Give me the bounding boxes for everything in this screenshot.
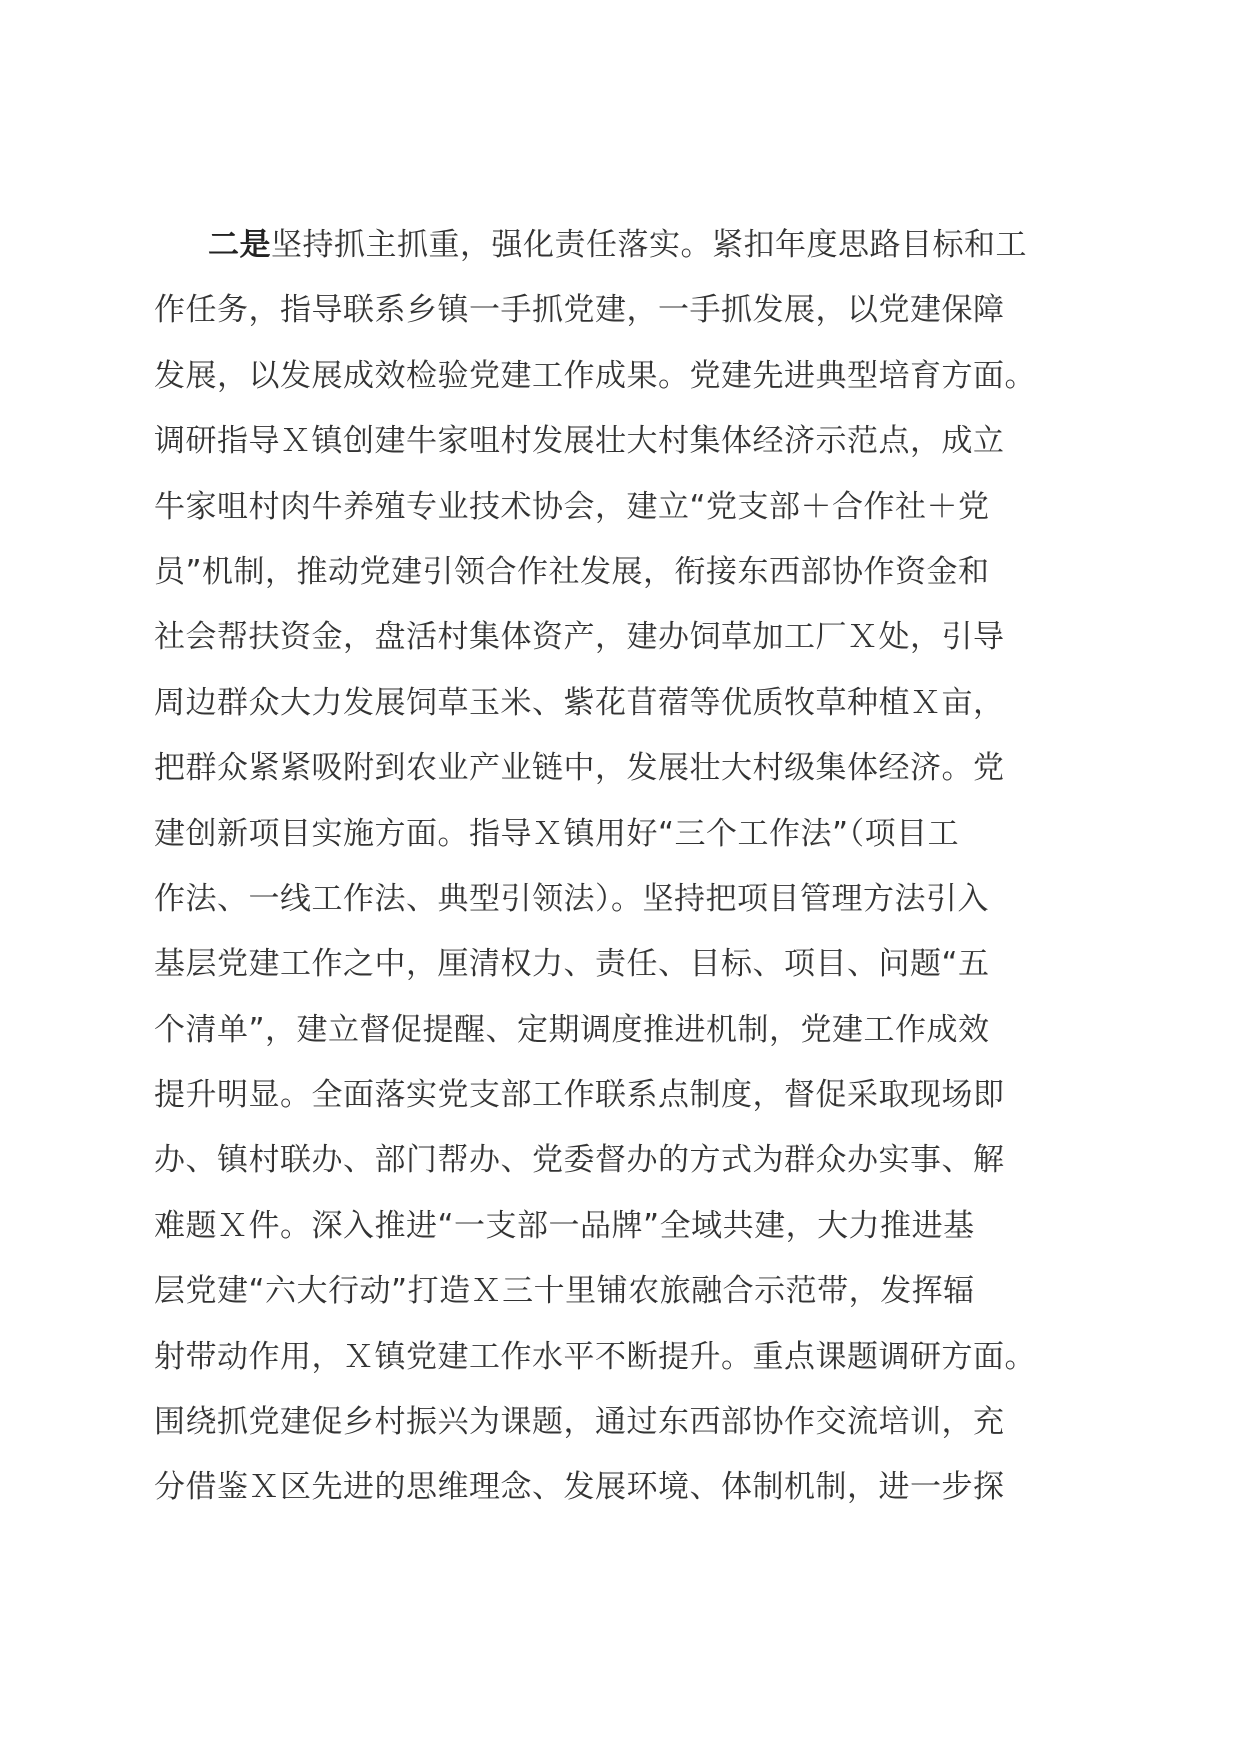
paragraph-line: 把群众紧紧吸附到农业产业链中，发展壮大村级集体经济。党 <box>154 750 1005 787</box>
paragraph-line: 分借鉴Ｘ区先进的思维理念、发展环境、体制机制，进一步探 <box>154 1469 1005 1506</box>
paragraph-line: 提升明显。全面落实党支部工作联系点制度，督促采取现场即 <box>154 1077 1005 1114</box>
paragraph-line: 调研指导Ｘ镇创建牛家咀村发展壮大村集体经济示范点，成立 <box>154 423 1005 460</box>
paragraph-line: 射带动作用，Ｘ镇党建工作水平不断提升。重点课题调研方面。 <box>154 1338 1036 1375</box>
paragraph-line: 层党建“六大行动”打造Ｘ三十里铺农旅融合示范带，发挥辐 <box>154 1273 975 1310</box>
paragraph-lead: 二是 <box>208 227 271 263</box>
paragraph-line: 建创新项目实施方面。指导Ｘ镇用好“三个工作法”（项目工 <box>154 815 960 852</box>
paragraph-line <box>154 213 1089 278</box>
paragraph-line: 办、镇村联办、部门帮办、党委督办的方式为群众办实事、解 <box>154 1142 1005 1179</box>
document-body <box>154 213 1089 1521</box>
paragraph-line: 围绕抓党建促乡村振兴为课题，通过东西部协作交流培训，充 <box>154 1404 1005 1441</box>
paragraph-line: 发展，以发展成效检验党建工作成果。党建先进典型培育方面。 <box>154 357 1036 394</box>
paragraph-line: 作法、一线工作法、典型引领法）。坚持把项目管理方法引入 <box>154 880 989 917</box>
paragraph-line: 员”机制，推动党建引领合作社发展，衔接东西部协作资金和 <box>154 553 990 590</box>
paragraph-line: 牛家咀村肉牛养殖专业技术协会，建立“党支部＋合作社＋党 <box>154 488 990 525</box>
paragraph-line: 难题Ｘ件。深入推进“一支部一品牌”全域共建，大力推进基 <box>154 1207 975 1244</box>
paragraph-line: 个清单”，建立督促提醒、定期调度推进机制，党建工作成效 <box>154 1011 990 1048</box>
paragraph-line-text: 坚持抓主抓重，强化责任落实。紧扣年度思路目标和工 <box>271 227 1027 263</box>
paragraph-line: 作任务，指导联系乡镇一手抓党建，一手抓发展，以党建保障 <box>154 292 1005 329</box>
paragraph-line: 社会帮扶资金，盘活村集体资产，建办饲草加工厂Ｘ处，引导 <box>154 619 1005 656</box>
paragraph-line: 基层党建工作之中，厘清权力、责任、目标、项目、问题“五 <box>154 946 990 983</box>
paragraph-line: 周边群众大力发展饲草玉米、紫花苜蓿等优质牧草种植Ｘ亩， <box>154 684 1005 721</box>
